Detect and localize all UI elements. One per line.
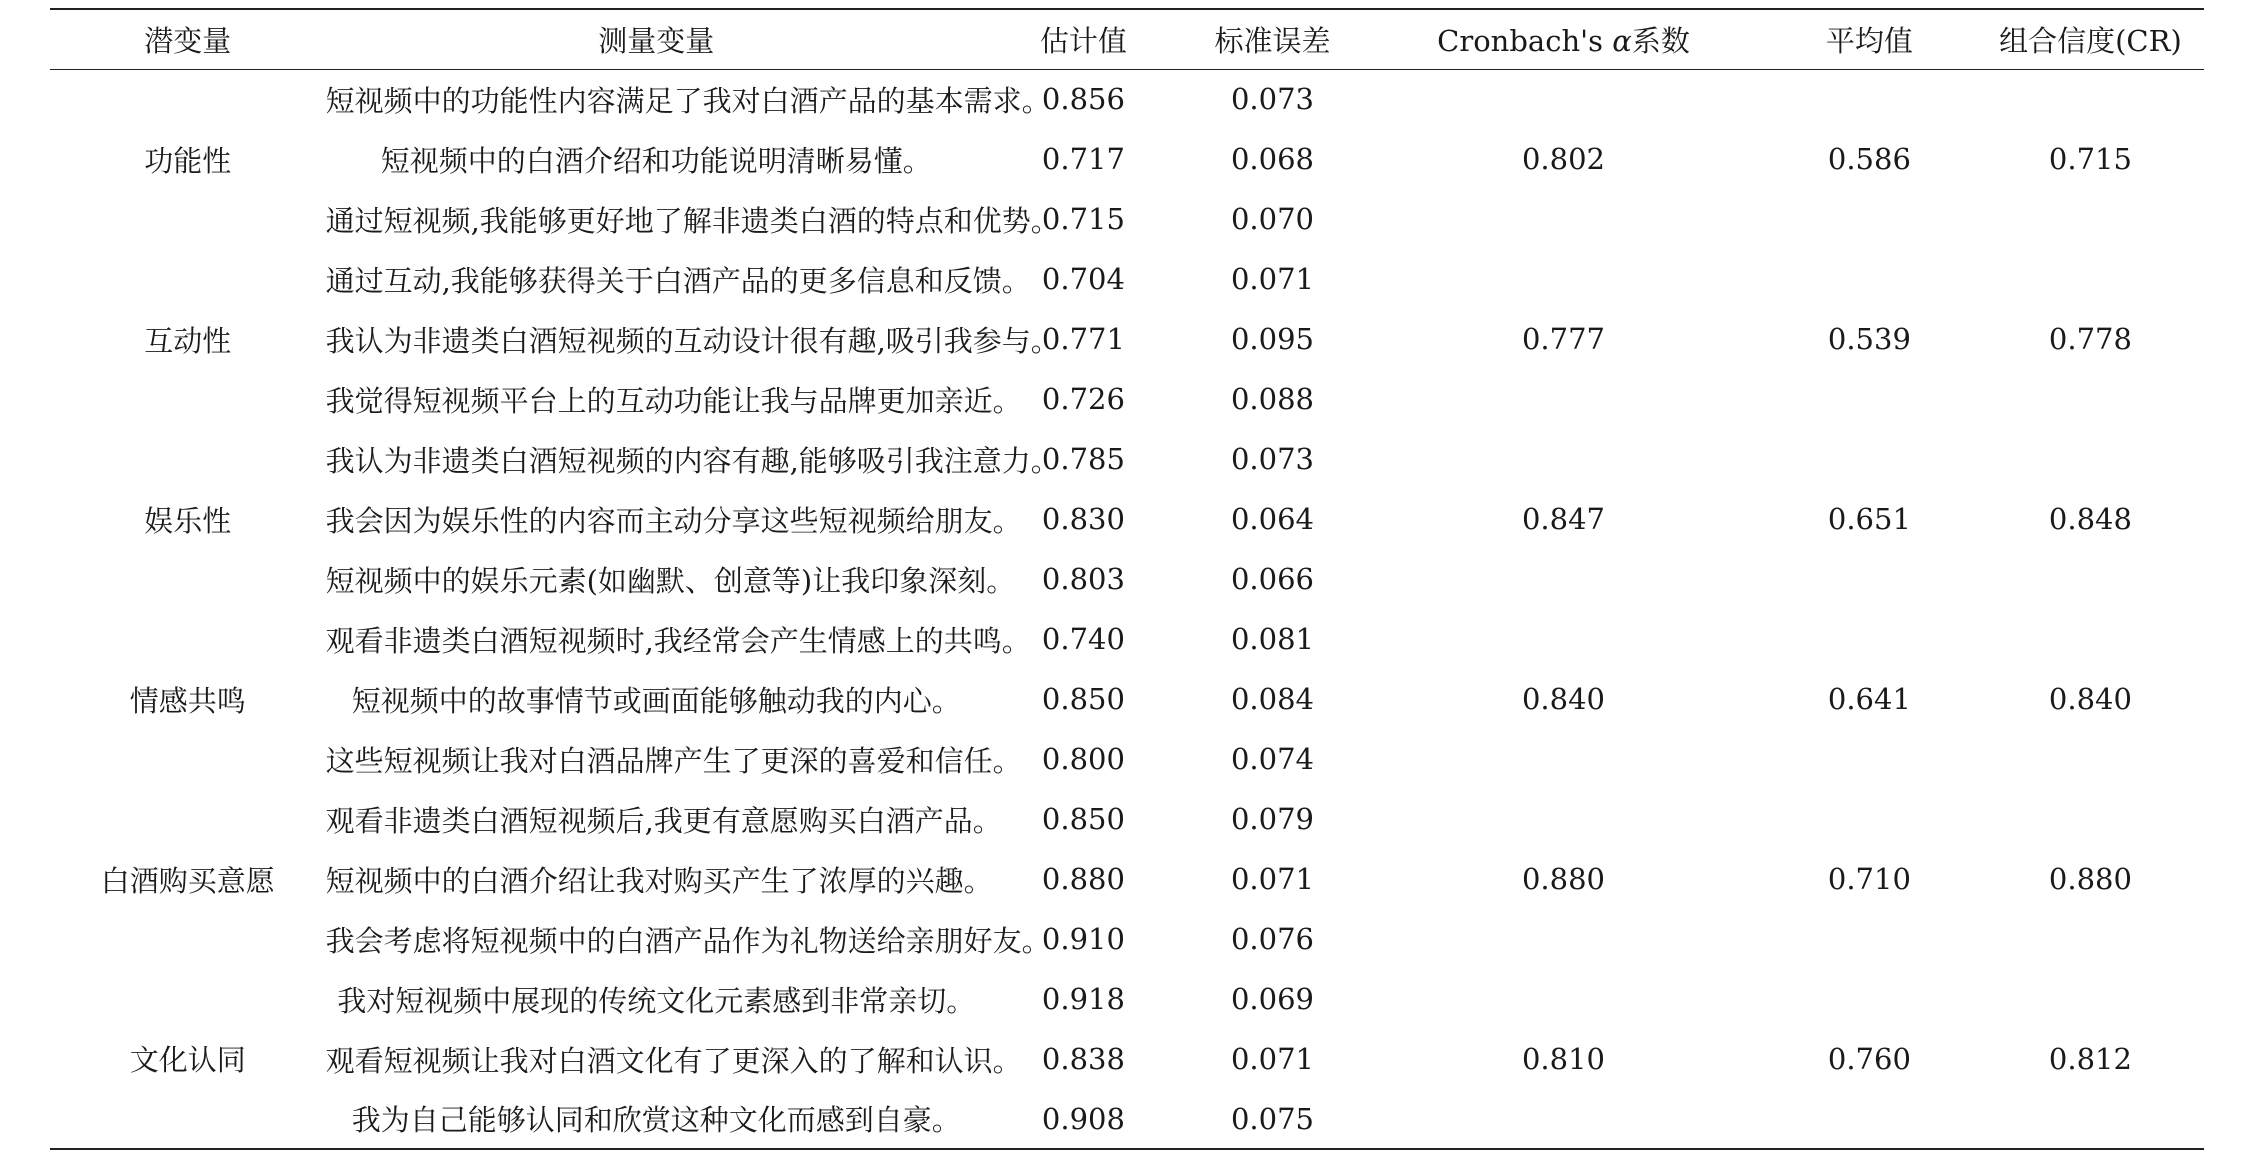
latent-variable-cell: 情感共鸣 <box>129 683 246 718</box>
header-alpha <box>1365 9 1762 69</box>
item-text-cell: 这些短视频让我对白酒品牌产生了更深的喜爱和信任。 <box>325 743 1022 778</box>
estimate-cell: 0.800 <box>1041 742 1125 776</box>
se-cell: 0.069 <box>1230 982 1314 1016</box>
estimate-cell: 0.785 <box>1041 442 1125 476</box>
se-cell: 0.071 <box>1230 1042 1314 1076</box>
table-row <box>50 969 2204 1029</box>
se-cell: 0.071 <box>1230 862 1314 896</box>
latent-variable-cell: 白酒购买意愿 <box>100 863 275 898</box>
estimate-cell: 0.803 <box>1041 562 1125 596</box>
header-estimate: 估计值 <box>987 9 1180 69</box>
header-row <box>50 9 2204 69</box>
alpha-cell: 0.880 <box>1521 862 1606 896</box>
header-alpha-prefix: Cronbach's <box>1437 23 1613 58</box>
alpha-cell: 0.840 <box>1521 682 1606 716</box>
se-cell: 0.076 <box>1230 922 1314 956</box>
mean-cell: 0.710 <box>1827 862 1911 896</box>
item-text-cell: 我认为非遗类白酒短视频的互动设计很有趣,吸引我参与。 <box>325 323 1060 358</box>
item-text-cell: 短视频中的功能性内容满足了我对白酒产品的基本需求。 <box>325 83 1051 118</box>
estimate-cell: 0.726 <box>1041 382 1125 416</box>
se-cell: 0.071 <box>1230 262 1314 296</box>
item-text-cell: 短视频中的故事情节或画面能够触动我的内心。 <box>351 683 961 718</box>
header-item: 测量变量 <box>326 9 987 69</box>
header-alpha-symbol: α <box>1612 23 1632 58</box>
mean-cell: 0.760 <box>1762 969 1977 1149</box>
se-cell: 0.075 <box>1180 1089 1365 1149</box>
item-text-cell: 我觉得短视频平台上的互动功能让我与品牌更加亲近。 <box>325 383 1022 418</box>
item-text-cell: 短视频中的娱乐元素(如幽默、创意等)让我印象深刻。 <box>325 563 1016 598</box>
estimate-cell: 0.908 <box>987 1089 1180 1149</box>
latent-variable-cell: 互动性 <box>144 323 232 358</box>
se-cell: 0.074 <box>1230 742 1314 776</box>
se-cell: 0.068 <box>1230 142 1314 176</box>
table-row <box>50 69 2204 129</box>
estimate-cell: 0.704 <box>1041 262 1125 296</box>
header-mean: 平均值 <box>1762 9 1977 69</box>
estimate-cell: 0.856 <box>1041 82 1125 117</box>
se-cell: 0.064 <box>1230 502 1314 536</box>
item-text-cell: 短视频中的白酒介绍让我对购买产生了浓厚的兴趣。 <box>325 863 993 898</box>
item-text-cell: 通过短视频,我能够更好地了解非遗类白酒的特点和优势。 <box>325 203 1060 238</box>
item-text-cell: 我认为非遗类白酒短视频的内容有趣,能够吸引我注意力。 <box>325 443 1060 478</box>
se-cell: 0.079 <box>1230 802 1314 836</box>
cr-cell: 0.778 <box>2048 322 2132 356</box>
cr-cell: 0.880 <box>2048 862 2132 896</box>
latent-variable-cell: 娱乐性 <box>144 503 232 538</box>
estimate-cell: 0.880 <box>1041 862 1125 896</box>
estimate-cell: 0.850 <box>1041 682 1125 716</box>
se-cell: 0.088 <box>1230 382 1314 416</box>
alpha-cell: 0.810 <box>1365 969 1762 1149</box>
cr-cell: 0.848 <box>2048 502 2132 536</box>
header-alpha-suffix: 系数 <box>1631 23 1690 58</box>
mean-cell: 0.539 <box>1827 322 1911 356</box>
item-text-cell: 通过互动,我能够获得关于白酒产品的更多信息和反馈。 <box>325 263 1031 298</box>
se-cell: 0.095 <box>1230 322 1314 356</box>
estimate-cell: 0.850 <box>1041 802 1125 836</box>
item-text-cell: 我为自己能够认同和欣赏这种文化而感到自豪。 <box>326 1089 987 1149</box>
table-row <box>50 249 2204 309</box>
estimate-cell: 0.830 <box>1041 502 1125 536</box>
item-text-cell: 短视频中的白酒介绍和功能说明清晰易懂。 <box>380 143 932 178</box>
item-text-cell: 我对短视频中展现的传统文化元素感到非常亲切。 <box>337 983 976 1018</box>
cr-cell: 0.715 <box>2048 142 2132 177</box>
estimate-cell: 0.717 <box>1041 142 1125 176</box>
alpha-cell: 0.777 <box>1521 322 1606 356</box>
se-cell: 0.066 <box>1230 562 1314 596</box>
table-header <box>50 9 2204 69</box>
estimate-cell: 0.918 <box>1041 982 1125 1016</box>
measurement-model-table <box>50 8 2204 1150</box>
estimate-cell: 0.771 <box>1041 322 1125 356</box>
table-row <box>50 609 2204 669</box>
estimate-cell: 0.715 <box>1041 202 1125 236</box>
header-cr: 组合信度(CR) <box>1977 9 2204 69</box>
estimate-cell: 0.838 <box>1041 1042 1125 1076</box>
item-text-cell: 我会考虑将短视频中的白酒产品作为礼物送给亲朋好友。 <box>325 923 1051 958</box>
se-cell: 0.081 <box>1230 622 1314 656</box>
header-latent: 潜变量 <box>50 9 326 69</box>
cr-cell: 0.812 <box>1977 969 2204 1149</box>
mean-cell: 0.651 <box>1827 502 1911 536</box>
se-cell: 0.073 <box>1230 82 1314 117</box>
table-body <box>50 69 2204 1149</box>
mean-cell: 0.641 <box>1827 682 1911 716</box>
item-text-cell: 观看非遗类白酒短视频时,我经常会产生情感上的共鸣。 <box>325 623 1031 658</box>
se-cell: 0.073 <box>1230 442 1314 476</box>
item-text-cell: 我会因为娱乐性的内容而主动分享这些短视频给朋友。 <box>325 503 1022 538</box>
latent-variable-cell: 文化认同 <box>50 969 326 1149</box>
item-text-cell: 观看非遗类白酒短视频后,我更有意愿购买白酒产品。 <box>325 803 1002 838</box>
estimate-cell: 0.740 <box>1041 622 1125 656</box>
mean-cell: 0.586 <box>1827 142 1911 177</box>
latent-variable-cell: 功能性 <box>144 143 232 178</box>
alpha-cell: 0.802 <box>1521 142 1606 177</box>
table-row <box>50 789 2204 849</box>
cr-cell: 0.840 <box>2048 682 2132 716</box>
table-row <box>50 429 2204 489</box>
measurement-model-table-container <box>50 8 2204 1150</box>
header-se: 标准误差 <box>1180 9 1365 69</box>
se-cell: 0.070 <box>1230 202 1314 236</box>
estimate-cell: 0.910 <box>1041 922 1125 956</box>
se-cell: 0.084 <box>1230 682 1314 716</box>
item-text-cell: 观看短视频让我对白酒文化有了更深入的了解和认识。 <box>325 1043 1022 1078</box>
alpha-cell: 0.847 <box>1521 502 1606 536</box>
